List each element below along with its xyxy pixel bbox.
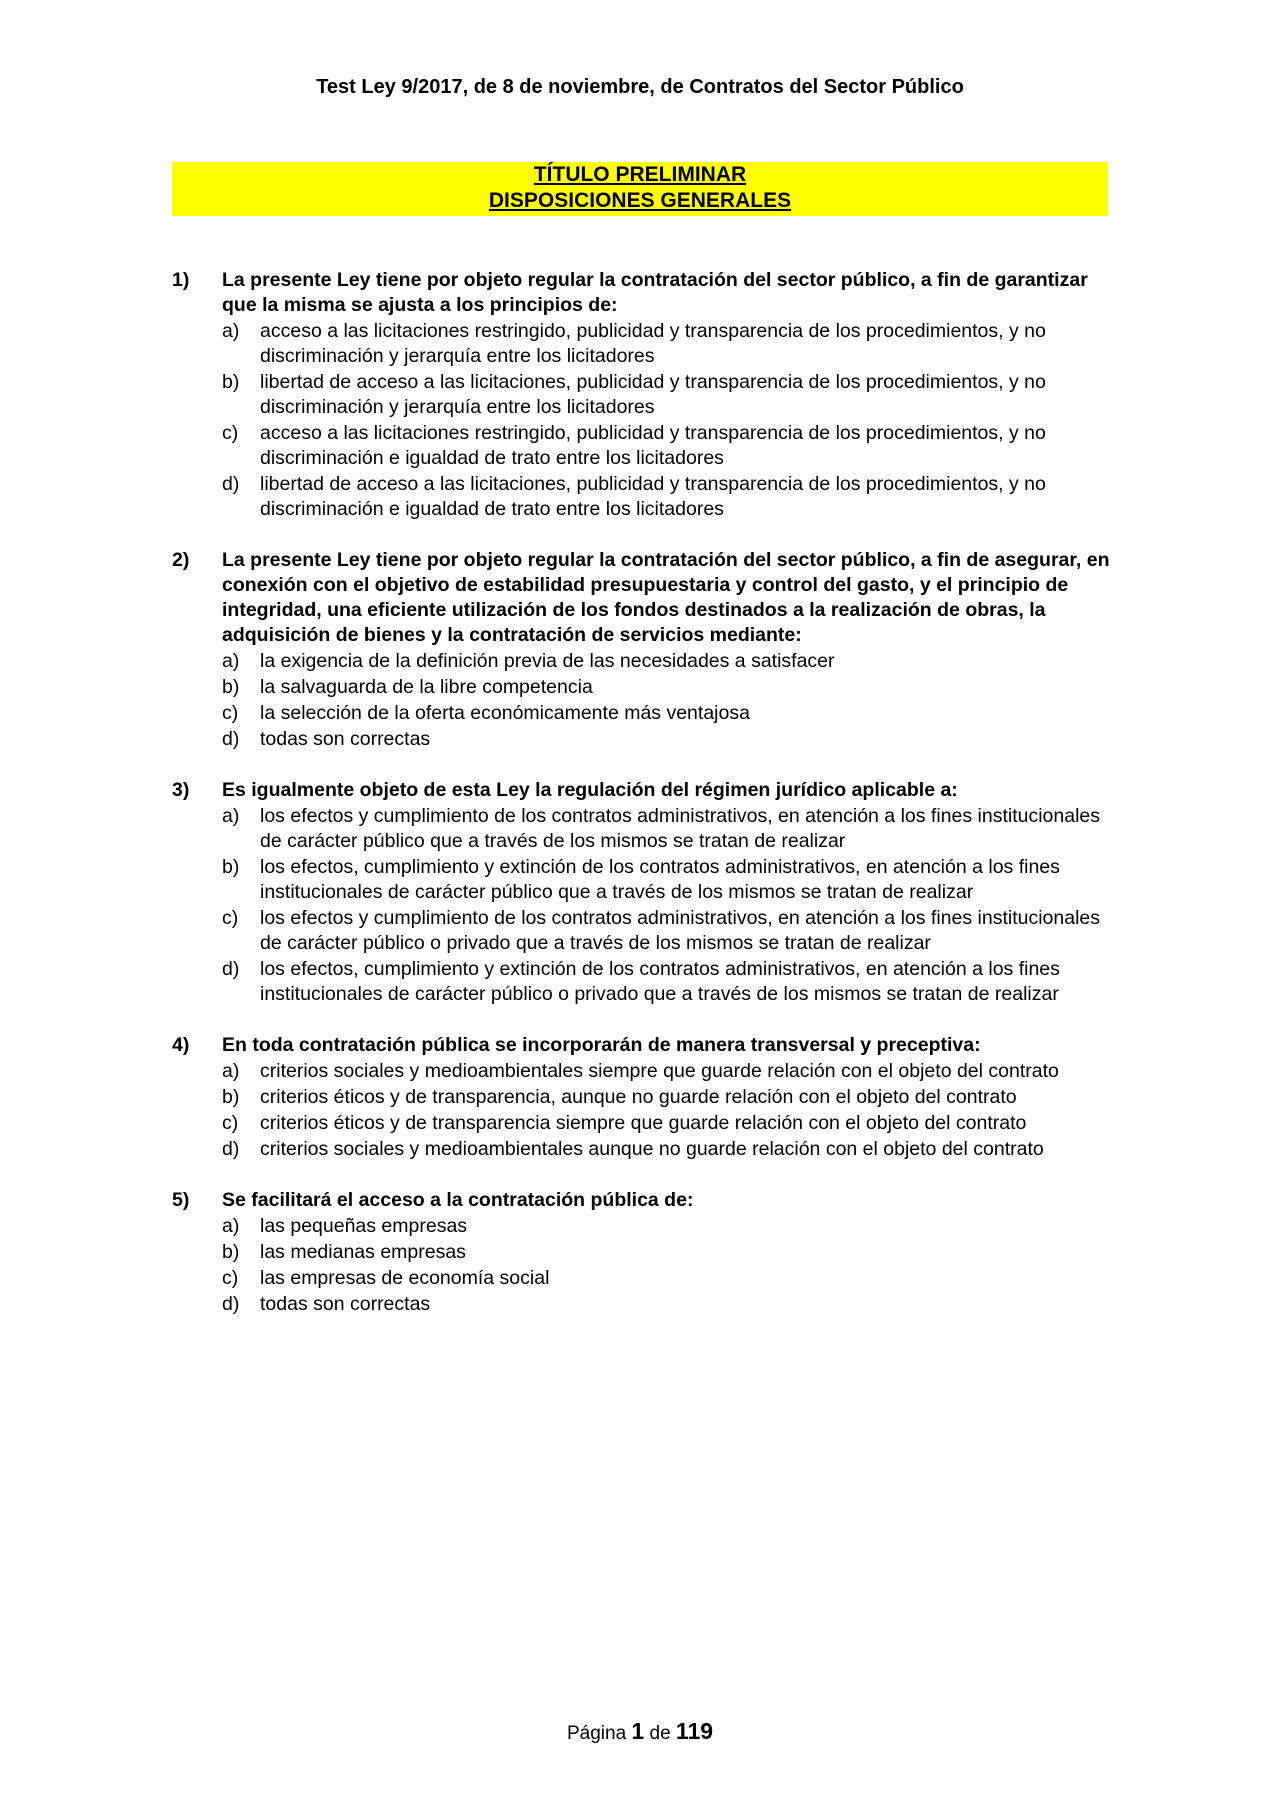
page-footer [0,1718,1280,1745]
answer-option [172,370,1112,420]
answer-option [172,472,1112,522]
question-stem [172,268,1112,318]
answer-option [172,319,1112,369]
question-item [172,778,1112,1007]
option-text: la salvaguarda de la libre competencia [260,676,593,698]
option-text: los efectos, cumplimiento y extinción de los contratos administrativos, en atención a los fines institucionales de carácter público que a través de los mismos se tratan de realizar [260,856,1060,903]
footer-page-label: Página [566,1723,627,1744]
option-text: criterios sociales y medioambientales siempre que guarde relación con el objeto del contrato [260,1060,1059,1082]
answer-option [172,1214,1112,1239]
option-text: acceso a las licitaciones restringido, publicidad y transparencia de los procedimientos, y no discriminación e igualdad de trato entre los licitadores [260,422,1046,469]
answer-option [172,421,1112,471]
answer-options [172,1214,1112,1317]
question-item [172,268,1112,522]
option-text: los efectos y cumplimiento de los contratos administrativos, en atención a los fines institucionales de carácter público que a través de los mismos se tratan de realizar [260,805,1101,852]
question-item [172,1033,1112,1162]
option-letter: a) [222,1060,240,1082]
answer-option [172,1085,1112,1110]
question-stem [172,1033,1112,1058]
option-letter: c) [222,702,239,724]
answer-option [172,649,1112,674]
option-letter: c) [222,907,239,929]
question-number: 4) [172,1034,190,1056]
document-header-title: Test Ley 9/2017, de 8 de noviembre, de Contratos del Sector Público [316,76,964,98]
option-text: la selección de la oferta económicamente más ventajosa [260,702,750,724]
footer-page-number: 1 [631,1718,645,1744]
option-letter: b) [222,1241,240,1263]
answer-option [172,957,1112,1007]
footer-total-pages: 119 [675,1718,714,1744]
option-letter: d) [222,1138,240,1160]
answer-options [172,319,1112,522]
option-letter: d) [222,958,240,980]
option-letter: a) [222,650,240,672]
option-text: todas son correctas [260,1293,431,1315]
question-text: La presente Ley tiene por objeto regular la contratación del sector público, a fin de asegurar, en conexión con el objetivo de estabilidad presupuestaria y control del gasto, y el principio de integridad, una eficiente utilización de los fondos destinados a la realización de obras, la adquisición de bienes y la contratación de servicios mediante: [222,549,1110,646]
answer-options [172,804,1112,1007]
question-item [172,548,1112,752]
option-letter: a) [222,805,240,827]
question-stem [172,1188,1112,1213]
answer-option [172,855,1112,905]
question-stem [172,548,1112,648]
option-text: criterios sociales y medioambientales aunque no guarde relación con el objeto del contrato [260,1138,1044,1160]
question-number: 3) [172,779,190,801]
option-letter: c) [222,1112,239,1134]
question-stem [172,778,1112,803]
question-text: Es igualmente objeto de esta Ley la regulación del régimen jurídico aplicable a: [222,779,958,801]
option-letter: a) [222,1215,240,1237]
option-letter: d) [222,1293,240,1315]
option-text: todas son correctas [260,728,431,750]
option-letter: c) [222,422,239,444]
option-text: criterios éticos y de transparencia siempre que guarde relación con el objeto del contrato [260,1112,1027,1134]
question-number: 5) [172,1189,190,1211]
option-text: los efectos y cumplimiento de los contratos administrativos, en atención a los fines institucionales de carácter público o privado que a través de los mismos se tratan de realizar [260,907,1101,954]
answer-option [172,1111,1112,1136]
section-title-box [172,162,1108,216]
answer-option [172,1266,1112,1291]
answer-option [172,675,1112,700]
section-title-line1: TÍTULO PRELIMINAR [533,163,747,186]
option-letter: b) [222,1086,240,1108]
question-text: Se facilitará el acceso a la contratación pública de: [222,1189,694,1211]
question-text: En toda contratación pública se incorporarán de manera transversal y preceptiva: [222,1034,981,1056]
option-letter: d) [222,728,240,750]
question-item [172,1188,1112,1317]
option-letter: b) [222,371,240,393]
answer-option [172,1059,1112,1084]
option-text: criterios éticos y de transparencia, aunque no guarde relación con el objeto del contrato [260,1086,1017,1108]
question-text: La presente Ley tiene por objeto regular la contratación del sector público, a fin de garantizar que la misma se ajusta a los principios de: [222,269,1088,316]
option-text: la exigencia de la definición previa de las necesidades a satisfacer [260,650,835,672]
option-letter: a) [222,320,240,342]
question-number: 2) [172,549,190,571]
option-letter: b) [222,676,240,698]
answer-option [172,1292,1112,1317]
option-text: libertad de acceso a las licitaciones, publicidad y transparencia de los procedimientos, y no discriminación y jerarquía entre los licitadores [260,371,1046,418]
section-title-line2: DISPOSICIONES GENERALES [488,189,792,212]
answer-option [172,1137,1112,1162]
answer-options [172,649,1112,752]
answer-option [172,1240,1112,1265]
question-number: 1) [172,269,190,291]
option-letter: c) [222,1267,239,1289]
option-text: las empresas de economía social [260,1267,550,1289]
answer-options [172,1059,1112,1162]
footer-of-label: de [649,1723,671,1744]
option-letter: d) [222,473,240,495]
option-text: acceso a las licitaciones restringido, publicidad y transparencia de los procedimientos, y no discriminación y jerarquía entre los licitadores [260,320,1046,367]
option-text: libertad de acceso a las licitaciones, publicidad y transparencia de los procedimientos, y no discriminación e igualdad de trato entre los licitadores [260,473,1046,520]
answer-option [172,804,1112,854]
answer-option [172,727,1112,752]
option-text: las pequeñas empresas [260,1215,468,1237]
answer-option [172,906,1112,956]
option-text: las medianas empresas [260,1241,466,1263]
question-list [172,268,1112,1343]
option-text: los efectos, cumplimiento y extinción de los contratos administrativos, en atención a los fines institucionales de carácter público o privado que a través de los mismos se tratan de realizar [260,958,1060,1005]
option-letter: b) [222,856,240,878]
answer-option [172,701,1112,726]
